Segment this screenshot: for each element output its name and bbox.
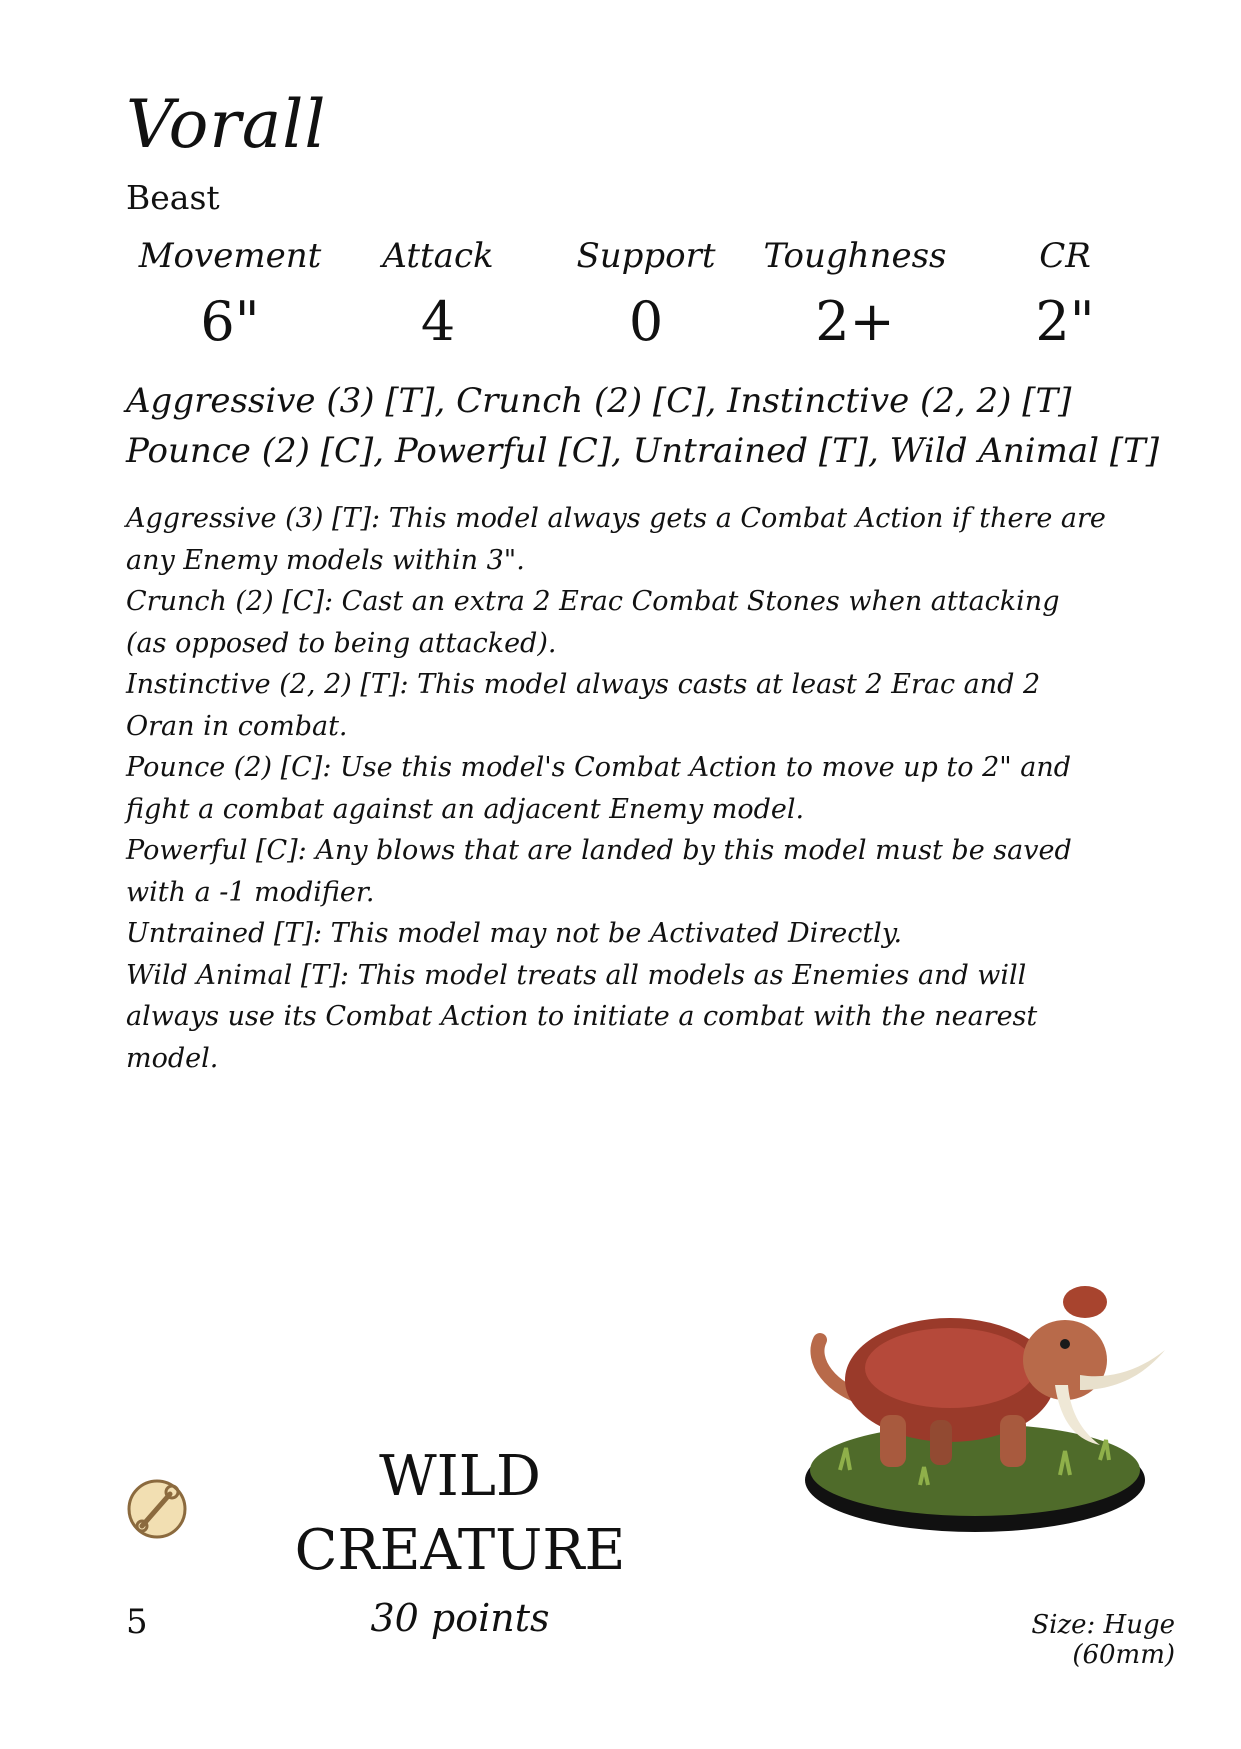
rules-list [126, 498, 1106, 1079]
rule-instinctive: Instinctive (2, 2) [T]: This model always casts at least 2 Erac and 2 Oran in combat. [126, 669, 1041, 742]
rule-powerful: Powerful [C]: Any blows that are landed by this model must be saved with a -1 modifier. [126, 835, 1072, 908]
model-type: Beast [126, 178, 220, 217]
faction-title [260, 1440, 660, 1588]
model-miniature-image [800, 1280, 1170, 1545]
stat-movement [120, 236, 340, 353]
stat-cr [955, 236, 1175, 353]
stat-value: 2" [1035, 290, 1095, 353]
stat-value: 2+ [815, 290, 895, 353]
stat-label: CR [1039, 236, 1091, 276]
faction-line: WILD [379, 1444, 541, 1509]
stat-toughness [745, 236, 965, 353]
rule-wild-animal: Wild Animal [T]: This model treats all models as Enemies and will always use its Combat Action to initiate a combat with the nearest model. [126, 959, 1038, 1074]
faction-line: CREATURE [294, 1518, 626, 1583]
stat-label: Movement [138, 236, 322, 276]
model-name: Vorall [126, 86, 327, 163]
stat-support [536, 236, 756, 353]
rule-crunch: Crunch (2) [C]: Cast an extra 2 Erac Combat Stones when attacking (as opposed to being attacked). [126, 586, 1060, 659]
points-cost: 30 points [370, 1596, 550, 1640]
stat-label: Attack [382, 236, 494, 276]
traits-summary [126, 376, 1176, 476]
traits-line: Pounce (2) [C], Powerful [C], Untrained [T], Wild Animal [T] [126, 431, 1160, 471]
stat-value: 4 [420, 290, 456, 353]
stat-value: 0 [628, 290, 664, 353]
traits-line: Aggressive (3) [T], Crunch (2) [C], Instinctive (2, 2) [T] [126, 381, 1072, 421]
rule-untrained: Untrained [T]: This model may not be Activated Directly. [126, 918, 903, 949]
stat-value: 6" [200, 290, 260, 353]
page-number: 5 [126, 1602, 148, 1642]
stat-label: Support [576, 236, 716, 276]
stat-attack [328, 236, 548, 353]
rule-pounce: Pounce (2) [C]: Use this model's Combat Action to move up to 2" and fight a combat against an adjacent Enemy model. [126, 752, 1072, 825]
rule-aggressive: Aggressive (3) [T]: This model always gets a Combat Action if there are any Enemy models within 3". [126, 503, 1106, 576]
model-size: Size: Huge (60mm) [1031, 1610, 1175, 1670]
wild-creature-icon [126, 1478, 188, 1540]
stat-label: Toughness [763, 236, 947, 276]
